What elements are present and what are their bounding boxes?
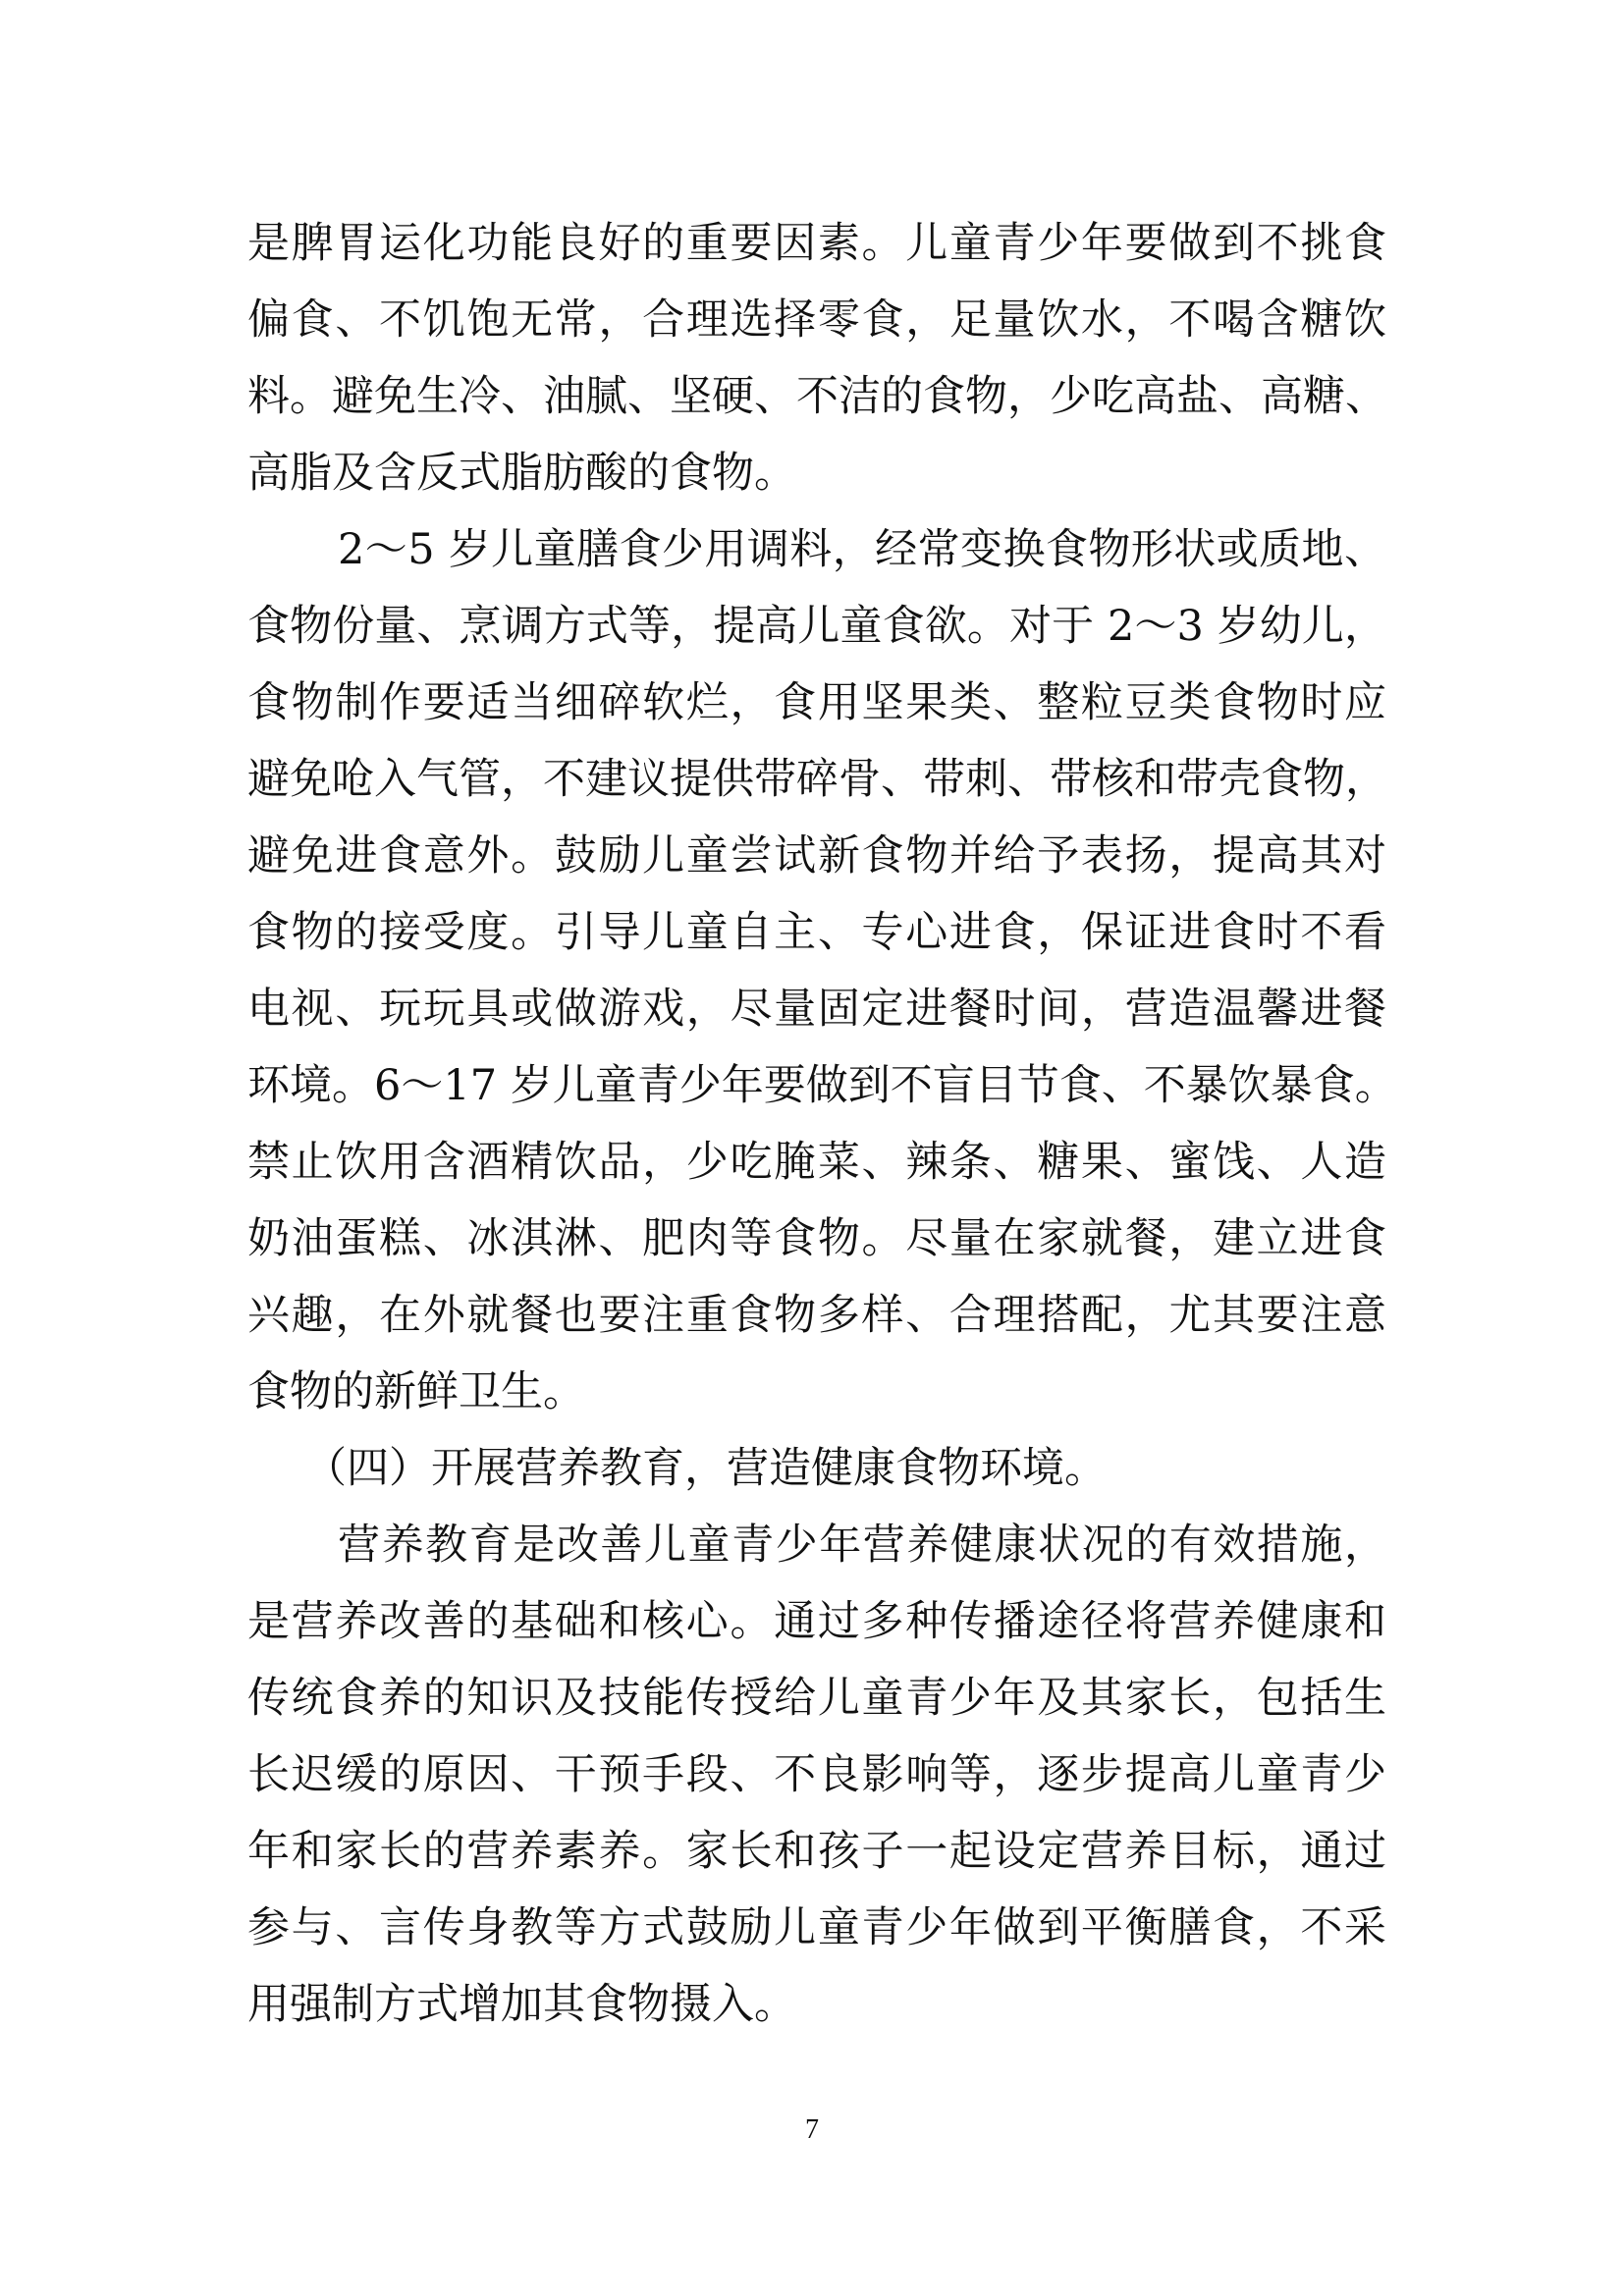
- paragraph-line: 兴趣，在外就餐也要注重食物多样、合理搭配，尤其要注意: [247, 1291, 1386, 1340]
- paragraph-line: 禁止饮用含酒精饮品，少吃腌菜、辣条、糖果、蜜饯、人造: [247, 1138, 1386, 1187]
- paragraph-line: 营养教育是改善儿童青少年营养健康状况的有效措施，: [338, 1521, 1386, 1570]
- paragraph-line: 环境。6～17 岁儿童青少年要做到不盲目节食、不暴饮暴食。: [247, 1061, 1397, 1110]
- paragraph-line: 长迟缓的原因、干预手段、不良影响等，逐步提高儿童青少: [247, 1750, 1386, 1799]
- section-heading: （四）开展营养教育，营造健康食物环境。: [304, 1444, 1107, 1493]
- paragraph-line: 是脾胃运化功能良好的重要因素。儿童青少年要做到不挑食: [247, 219, 1386, 268]
- paragraph-line: 传统食养的知识及技能传授给儿童青少年及其家长，包括生: [247, 1674, 1386, 1723]
- paragraph-line: 避免进食意外。鼓励儿童尝试新食物并给予表扬，提高其对: [247, 831, 1386, 881]
- paragraph-line: 避免呛入气管，不建议提供带碎骨、带刺、带核和带壳食物，: [247, 755, 1387, 804]
- paragraph-line: 食物份量、烹调方式等，提高儿童食欲。对于 2～3 岁幼儿，: [247, 602, 1386, 651]
- paragraph-line: 奶油蛋糕、冰淇淋、肥肉等食物。尽量在家就餐，建立进食: [247, 1214, 1386, 1263]
- paragraph-line: 是营养改善的基础和核心。通过多种传播途径将营养健康和: [247, 1597, 1386, 1646]
- paragraph-line: 用强制方式增加其食物摄入。: [247, 1980, 796, 2029]
- paragraph-line: 年和家长的营养素养。家长和孩子一起设定营养目标，通过: [247, 1827, 1386, 1876]
- paragraph-line: 食物的接受度。引导儿童自主、专心进食，保证进食时不看: [247, 908, 1386, 957]
- paragraph-line: 食物的新鲜卫生。: [247, 1367, 585, 1416]
- paragraph-line: 电视、玩玩具或做游戏，尽量固定进餐时间，营造温馨进餐: [247, 985, 1386, 1034]
- paragraph-line: 高脂及含反式脂肪酸的食物。: [247, 449, 796, 498]
- page-number: 7: [805, 2114, 819, 2145]
- paragraph-line: 食物制作要适当细碎软烂，食用坚果类、整粒豆类食物时应: [247, 678, 1386, 727]
- paragraph-line: 参与、言传身教等方式鼓励儿童青少年做到平衡膳食，不采: [247, 1903, 1386, 1952]
- paragraph-line: 料。避免生冷、油腻、坚硬、不洁的食物，少吃高盐、高糖、: [247, 372, 1387, 421]
- paragraph-line: 2～5 岁儿童膳食少用调料，经常变换食物形状或质地、: [338, 525, 1386, 574]
- paragraph-line: 偏食、不饥饱无常，合理选择零食，足量饮水，不喝含糖饮: [247, 295, 1386, 345]
